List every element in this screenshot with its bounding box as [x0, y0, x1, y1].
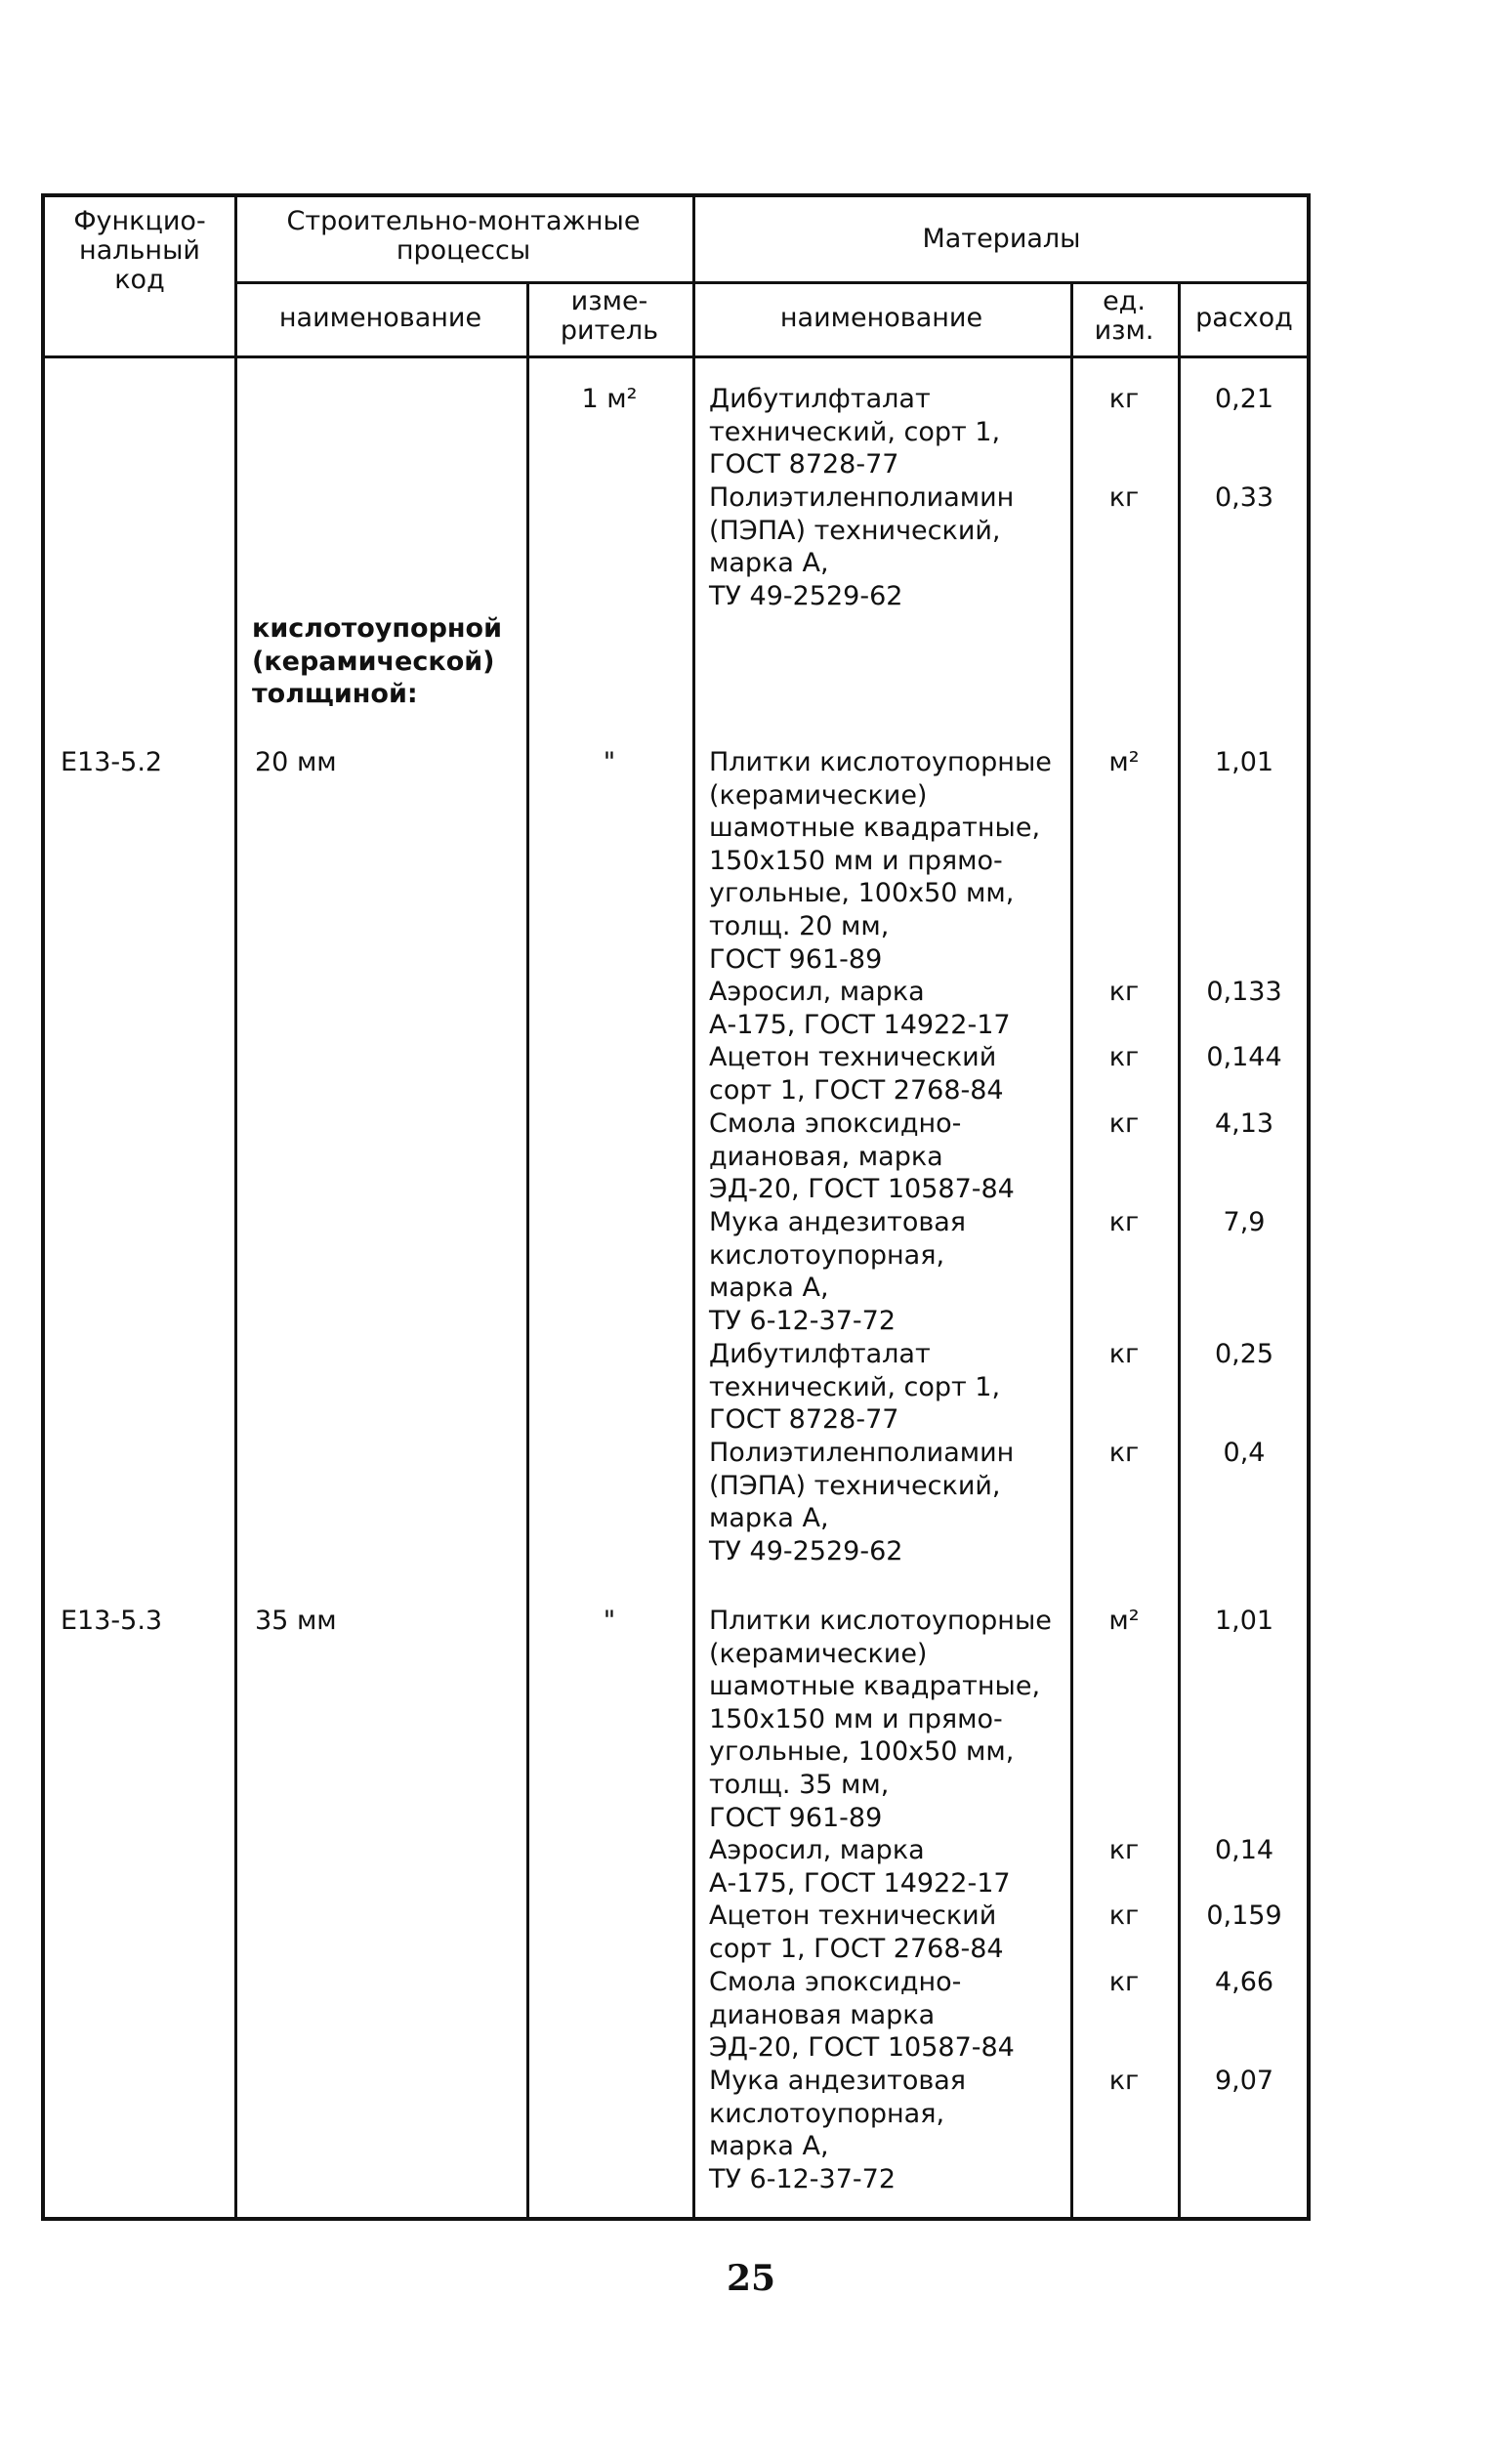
- row3-material-3-name: Ацетон технический сорт 1, ГОСТ 2768-84: [709, 1900, 1004, 1964]
- row2-material-7-unit: кг: [1108, 1438, 1140, 1468]
- row2-material-6-unit: кг: [1108, 1339, 1140, 1369]
- row3-process-unit: ": [603, 1606, 616, 1636]
- row2-material-4-unit: кг: [1108, 1108, 1140, 1139]
- row3-material-1-value: 1,01: [1214, 1606, 1274, 1636]
- header-code: Функцио- нальный код: [73, 206, 206, 295]
- row2-material-3-value: 0,144: [1206, 1042, 1282, 1072]
- row2-code: Е13-5.2: [61, 747, 163, 777]
- row2-material-6-value: 0,25: [1214, 1339, 1274, 1369]
- row3-material-3-value: 0,159: [1206, 1900, 1282, 1931]
- row2-material-1-unit: м²: [1108, 747, 1140, 777]
- row3-material-5-unit: кг: [1108, 2066, 1140, 2096]
- row-divider: [45, 355, 1307, 358]
- header-materials: Материалы: [922, 224, 1081, 254]
- header-processes: Строительно-монтажные процессы: [286, 206, 641, 266]
- row2-material-5-name: Мука андезитовая кислотоупорная, марка А, ТУ 6-12-37-72: [709, 1207, 967, 1336]
- row3-material-2-unit: кг: [1108, 1835, 1140, 1865]
- materials-table: [41, 193, 1311, 2221]
- row3-material-1-name: Плитки кислотоупорные (керамические) шамотные квадратные, 150х150 мм и прямо- угольные, 100х50 мм, толщ. 35 мм, ГОСТ 961-89: [709, 1606, 1052, 1833]
- row2-process-unit: ": [603, 747, 616, 777]
- row2-material-7-value: 0,4: [1223, 1438, 1266, 1468]
- row3-material-5-value: 9,07: [1214, 2066, 1274, 2096]
- row3-material-4-name: Смола эпоксидно- диановая марка ЭД-20, ГОСТ 10587-84: [709, 1967, 1015, 2064]
- process-subheading: кислотоупорной (керамической) толщиной:: [252, 613, 503, 710]
- row2-material-2-unit: кг: [1108, 977, 1140, 1007]
- row2-material-6-name: Дибутилфталат технический, сорт 1, ГОСТ 8728-77: [709, 1339, 1001, 1436]
- row2-material-2-value: 0,133: [1206, 977, 1282, 1007]
- page-number: 25: [726, 2258, 776, 2299]
- row3-material-4-value: 4,66: [1214, 1967, 1274, 1997]
- header-material-unit: ед. изм.: [1094, 286, 1154, 346]
- col-divider: [234, 197, 237, 2217]
- row2-material-4-name: Смола эпоксидно- диановая, марка ЭД-20, ГОСТ 10587-84: [709, 1108, 1015, 1205]
- row2-material-1-name: Плитки кислотоупорные (керамические) шамотные квадратные, 150х150 мм и прямо- угольные, 100х50 мм, толщ. 20 мм, ГОСТ 961-89: [709, 747, 1052, 975]
- header-process-name: наименование: [278, 303, 482, 333]
- row2-material-3-unit: кг: [1108, 1042, 1140, 1072]
- col-divider: [692, 197, 695, 2217]
- col-divider: [526, 281, 529, 2217]
- row3-material-2-name: Аэросил, марка А-175, ГОСТ 14922-17: [709, 1835, 1011, 1899]
- row2-material-1-value: 1,01: [1214, 747, 1274, 777]
- row3-code: Е13-5.3: [61, 1606, 163, 1636]
- header-material-name: наименование: [779, 303, 983, 333]
- row3-material-3-unit: кг: [1108, 1900, 1140, 1931]
- header-consumption: расход: [1195, 303, 1293, 333]
- row1-material-1-value: 0,21: [1214, 384, 1274, 414]
- row3-material-4-unit: кг: [1108, 1967, 1140, 1997]
- row-divider: [234, 281, 1307, 284]
- row1-material-1-unit: кг: [1108, 384, 1140, 414]
- row3-material-1-unit: м²: [1108, 1606, 1140, 1636]
- row2-material-7-name: Полиэтиленполиамин (ПЭПА) технический, марка А, ТУ 49-2529-62: [709, 1438, 1015, 1566]
- row2-material-3-name: Ацетон технический сорт 1, ГОСТ 2768-84: [709, 1042, 1004, 1106]
- row2-material-2-name: Аэросил, марка А-175, ГОСТ 14922-17: [709, 977, 1011, 1040]
- row3-material-2-value: 0,14: [1214, 1835, 1274, 1865]
- row1-material-1-name: Дибутилфталат технический, сорт 1, ГОСТ 8728-77: [709, 384, 1001, 480]
- header-process-unit: изме- ритель: [560, 286, 659, 346]
- row2-process-name: 20 мм: [255, 747, 337, 777]
- row3-material-5-name: Мука андезитовая кислотоупорная, марка А, ТУ 6-12-37-72: [709, 2066, 967, 2194]
- row1-material-2-value: 0,33: [1214, 482, 1274, 513]
- row1-process-unit: 1 м²: [581, 384, 638, 414]
- row2-material-5-value: 7,9: [1223, 1207, 1266, 1237]
- row1-material-2-unit: кг: [1108, 482, 1140, 513]
- row3-process-name: 35 мм: [255, 1606, 337, 1636]
- row2-material-4-value: 4,13: [1214, 1108, 1274, 1139]
- row2-material-5-unit: кг: [1108, 1207, 1140, 1237]
- row1-material-2-name: Полиэтиленполиамин (ПЭПА) технический, марка А, ТУ 49-2529-62: [709, 482, 1015, 611]
